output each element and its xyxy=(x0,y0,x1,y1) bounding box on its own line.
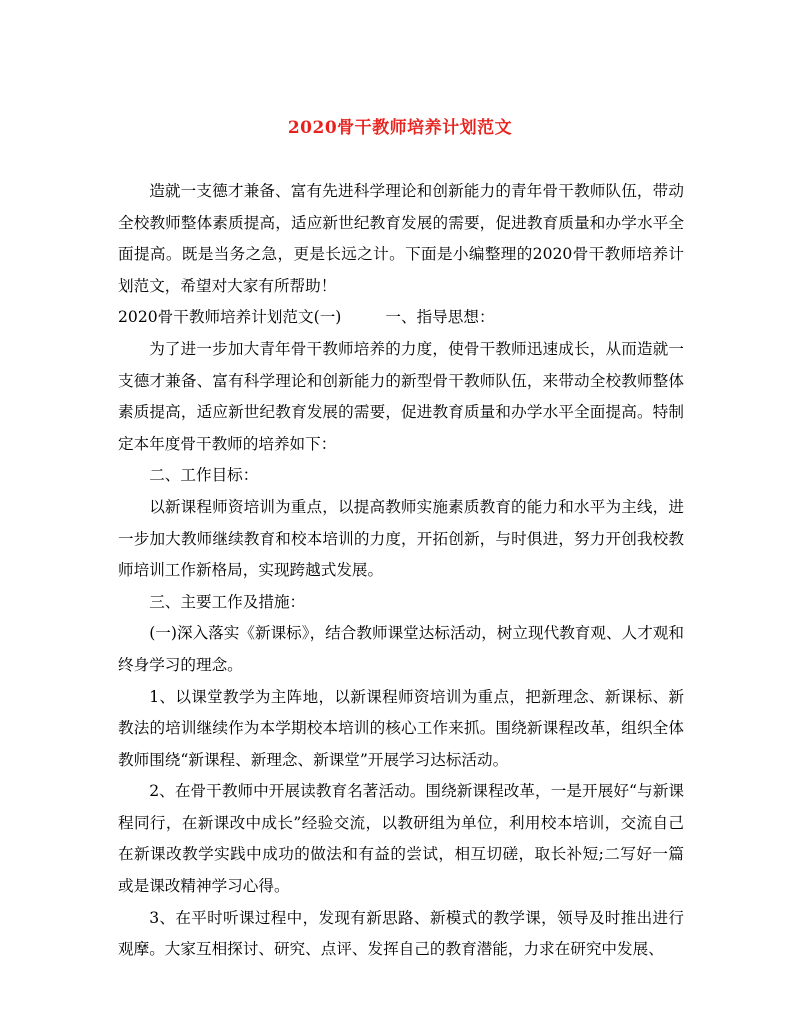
document-title: 2020骨干教师培养计划范文 xyxy=(287,118,513,138)
paragraph-item-1: 1、以课堂教学为主阵地，以新课程师资培训为重点，把新理念、新课标、新教法的培训继续作为本学期校本培训的核心工作来抓。围绕新课程改革，组织全体教师围绕“新课程、新理念、新课堂”开展学习达标活动。 xyxy=(118,687,684,769)
intro-paragraph: 造就一支德才兼备、富有先进科学理论和创新能力的青年骨干教师队伍，带动全校教师整体素质提高，适应新世纪教育发展的需要，促进教育质量和办学水平全面提高。既是当务之急，更是长远之计。下面是小编整理的2020骨干教师培养计划范文，希望对大家有所帮助！ xyxy=(118,182,684,295)
paragraph-guiding-thought: 为了进一步加大青年骨干教师培养的力度，使骨干教师迅速成长，从而造就一支德才兼备、富有科学理论和创新能力的新型骨干教师队伍，来带动全校教师整体素质提高，适应新世纪教育发展的需要，促进教育质量和办学水平全面提高。特制定本年度骨干教师的培养如下： xyxy=(118,339,684,453)
heading-work-goals: 二、工作目标： xyxy=(149,466,259,485)
paragraph-measure-1: (一)深入落实《新课标》，结合教师课堂达标活动，树立现代教育观、人才观和终身学习的理念。 xyxy=(118,624,684,674)
heading-guiding-thought: 一、指导思想： xyxy=(385,308,495,327)
paragraph-item-3: 3、在平时听课过程中，发现有新思路、新模式的教学课，领导及时推出进行观摩。大家互相探讨、研究、点评、发挥自己的教育潜能，力求在研究中发展、 xyxy=(118,908,684,959)
section-heading: 2020骨干教师培养计划范文(一) xyxy=(118,308,342,327)
paragraph-item-2: 2、在骨干教师中开展读教育名著活动。围绕新课程改革，一是开展好“与新课程同行，在新课改中成长”经验交流，以教研组为单位，利用校本培训，交流自己在新课改教学实践中成功的做法和有益的尝试，相互切磋，取长补短;二写好一篇或是课改精神学习心得。 xyxy=(118,782,684,896)
document-body xyxy=(118,176,684,966)
section-heading-line xyxy=(118,302,684,334)
heading-main-measures: 三、主要工作及措施： xyxy=(149,592,306,611)
paragraph-work-goals: 以新课程师资培训为重点，以提高教师实施素质教育的能力和水平为主线，进一步加大教师继续教育和校本培训的力度，开拓创新，与时俱进，努力开创我校教师培训工作新格局，实现跨越式发展。 xyxy=(118,497,684,580)
